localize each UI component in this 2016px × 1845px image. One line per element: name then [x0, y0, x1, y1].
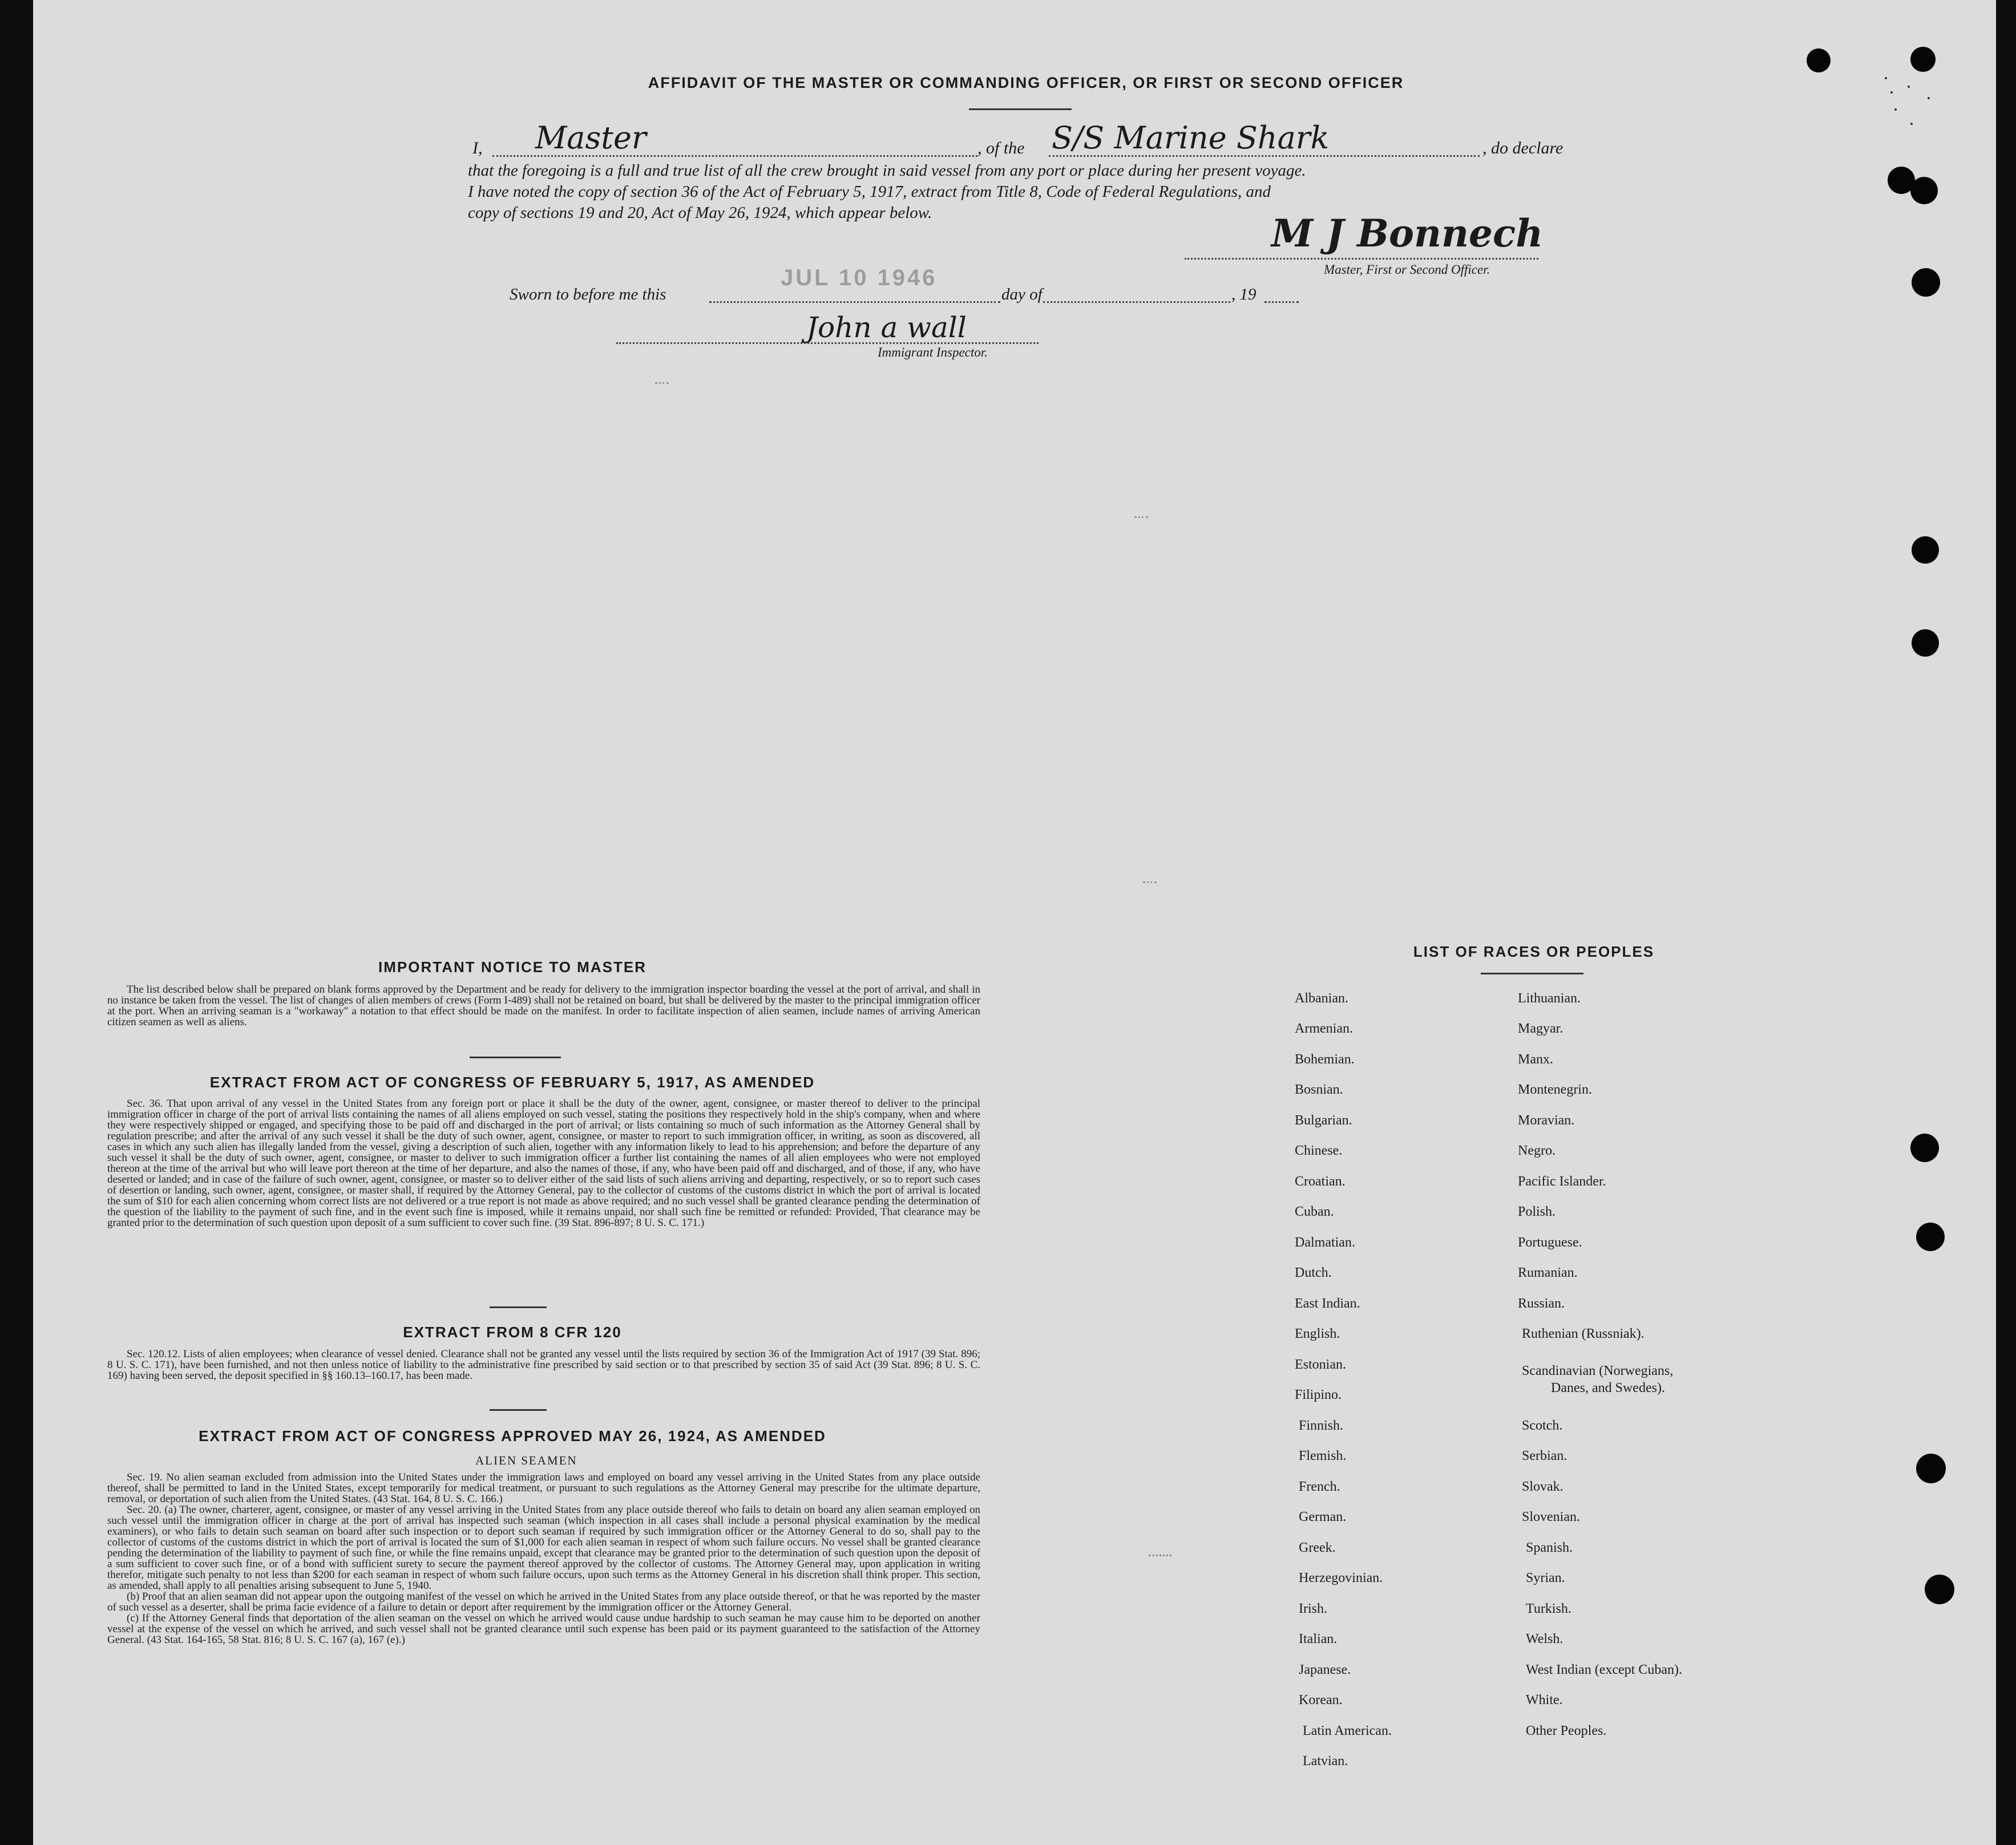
race-item: Bulgarian.: [1295, 1113, 1352, 1128]
bleed-mark: [1134, 516, 1148, 518]
sec-19-paragraph: Sec. 19. No alien seaman excluded from admission into the United States under the immigration laws and employed on board any vessel arriving in the United States from any place outside thereof, shall be permitted to land in the United States, except temporarily for medical treatment, or pursuant to such regulations as the Attorney General may prescribe for the ultimate departure, removal, or deportation of such alien from the United States. (43 Stat. 164, 8 U. S. C. 166.): [107, 1471, 980, 1505]
race-item: German.: [1299, 1510, 1347, 1524]
race-item: Korean.: [1299, 1693, 1343, 1708]
race-item: Moravian.: [1518, 1113, 1575, 1128]
race-item: Scotch.: [1522, 1418, 1563, 1433]
race-item: Japanese.: [1299, 1662, 1351, 1677]
race-item: Slovenian.: [1522, 1510, 1580, 1524]
race-item: Irish.: [1299, 1601, 1327, 1616]
race-item: Dalmatian.: [1295, 1235, 1355, 1250]
document-page: [33, 0, 1996, 1845]
punch-hole: [1916, 1454, 1946, 1483]
punch-hole: [1916, 1223, 1945, 1251]
signature-line: [1185, 258, 1538, 260]
race-item: Finnish.: [1299, 1418, 1344, 1433]
extract-1917-title: EXTRACT FROM ACT OF CONGRESS OF FEBRUARY 5, 1917, AS AMENDED: [209, 1074, 815, 1091]
race-item: Lithuanian.: [1518, 991, 1581, 1006]
race-item: Syrian.: [1526, 1571, 1565, 1585]
punch-hole: [1807, 48, 1831, 72]
speck: [1928, 97, 1930, 99]
race-item: Armenian.: [1295, 1021, 1353, 1036]
of-the-label: , of the: [977, 139, 1025, 157]
extract-1924-title: EXTRACT FROM ACT OF CONGRESS APPROVED MAY 26, 1924, AS AMENDED: [199, 1427, 826, 1445]
day-of-label: day of: [1001, 285, 1043, 304]
affidavit-line-2: that the foregoing is a full and true list of all the crew brought in said vessel from any port or place during her present voyage.: [468, 161, 1306, 180]
signature-caption: Master, First or Second Officer.: [1324, 262, 1490, 277]
races-title: LIST OF RACES OR PEOPLES: [1413, 943, 1655, 960]
vessel-name-handwritten: S/S Marine Shark: [1052, 120, 1330, 156]
race-item: Danes, and Swedes).: [1551, 1381, 1665, 1395]
race-item: Filipino.: [1295, 1387, 1342, 1402]
speck: [1908, 86, 1910, 88]
extract-8cfr-title: EXTRACT FROM 8 CFR 120: [403, 1324, 622, 1341]
race-item: Scandinavian (Norwegians,: [1522, 1363, 1674, 1378]
notice-paragraph: The list described below shall be prepared on blank forms approved by the Department and be ready for delivery to the immigration inspector boarding the vessel at the port of arrival, and shall in no instance be taken from the vessel. The list of changes of alien members of crews (Form I-489) shall not be retained on board, but shall be delivered by the master to the principal immigration officer at the port. When an arriving seaman is a "workaway" a notation to that effect should be made on the manifest. In order to facilitate inspection of alien seamen, include names of arriving American citizen seamen as well as aliens.: [107, 984, 980, 1028]
sec-20b-paragraph: (b) Proof that an alien seaman did not appear upon the outgoing manifest of the vessel on which he arrived in the United States from any place outside thereof, or that he was reported by the master of such vessel as a deserter, shall be prima facie evidence of a failure to detain or deport after requirement by the immigration officer or the Attorney General.: [107, 1591, 980, 1613]
race-item: East Indian.: [1295, 1296, 1360, 1311]
race-item: Pacific Islander.: [1518, 1174, 1606, 1189]
notice-text: [107, 984, 980, 1027]
speck: [1894, 108, 1897, 111]
race-item: Portuguese.: [1518, 1235, 1582, 1250]
scan-left-border: [0, 0, 33, 1845]
race-item: Chinese.: [1295, 1143, 1343, 1158]
affidavit-line-4: copy of sections 19 and 20, Act of May 26, 1924, which appear below.: [468, 204, 932, 222]
extract-8cfr-text: [107, 1349, 980, 1381]
affidavit-line-3: I have noted the copy of section 36 of the Act of February 5, 1917, extract from Title 8, Code of Federal Regulations, and: [468, 183, 1271, 201]
title-underline: [969, 108, 1072, 110]
race-item: Herzegovinian.: [1299, 1571, 1383, 1585]
race-item: Greek.: [1299, 1540, 1336, 1555]
race-item: Latin American.: [1303, 1723, 1392, 1738]
race-item: Serbian.: [1522, 1449, 1567, 1463]
bleed-mark: [655, 382, 669, 384]
inspector-signature: John a wall: [806, 311, 967, 344]
race-item: Turkish.: [1526, 1601, 1571, 1616]
extract-1917-text: [107, 1098, 980, 1228]
year-label: , 19: [1231, 285, 1257, 304]
sworn-day-line: [709, 301, 1000, 303]
bleed-mark: [1149, 1555, 1171, 1556]
race-item: Negro.: [1518, 1143, 1556, 1158]
speck: [1910, 123, 1913, 125]
scan-right-border: [1996, 0, 2016, 1845]
extract-1917-paragraph: Sec. 36. That upon arrival of any vessel in the United States from any foreign port or place it shall be the duty of the owner, agent, consignee, or master thereof to deliver to the principal immigration officer in charge of the port of arrival lists containing the names of all aliens employed on such vessel, stating the positions they respectively hold in the ship's company, when and where they were respectively shipped or engaged, and specifying those to be paid off and discharged in the port of arrival; or lists containing so much of such information as the Attorney General shall by regulation prescribe; and after the arrival of any such vessel it shall be the duty of such owner, agent, consignee, or master to report to such immigration officer, in writing, as soon as discovered, all cases in which any such alien has illegally landed from the vessel, giving a description of such alien, together with any information likely to lead to his apprehension; and before the departure of any such vessel it shall be the duty of such owner, agent, consignee, or master to deliver to such immigration officer a further list containing the names of all alien employees who were not employed thereon at the time of the arrival but who will leave port thereon at the time of her departure, and also the names of those, if any, who have been paid off and discharged, and of those, if any, who have deserted or landed; and in case of the failure of such owner, agent, consignee, or master so to deliver either of the said lists of such aliens arriving and departing, respectively, or so to report such cases of desertion or landing, such owner, agent, consignee, or master shall, if required by the Attorney General, pay to the collector of customs of the customs district in which the port of arrival is located the sum of $10 for each alien concerning whom correct lists are not delivered or a true report is not made as above required; and no such vessel shall be granted clearance pending the determination of the question of the liability to the payment of such fine, and in the event such fine is imposed, while it remains unpaid, nor shall such fine be remitted or refunded: Provided, That clearance may be granted prior to the determination of such question upon deposit of a sum sufficient to cover such fine. (39 Stat. 896-897; 8 U. S. C. 171.): [107, 1098, 980, 1229]
speck: [1885, 77, 1887, 79]
race-item: Bosnian.: [1295, 1082, 1343, 1097]
extract-8cfr-paragraph: Sec. 120.12. Lists of alien employees; when clearance of vessel denied. Clearance shall not be granted any vessel until the lists required by section 36 of the Immigration Act of 1917 (39 Stat. 896; 8 U. S. C. 171), have been furnished, and not then unless notice of liability to the administrative fine prescribed by said section or to that prescribed by section 35 of said Act (39 Stat. 896; 8 U. S. C. 169) having been served, the deposit specified in §§ 160.13–160.17, has been made.: [107, 1348, 980, 1382]
race-item: White.: [1526, 1693, 1563, 1708]
race-item: Welsh.: [1526, 1632, 1563, 1646]
sworn-label: Sworn to before me this: [510, 285, 666, 304]
race-item: Latvian.: [1303, 1754, 1348, 1769]
extract-1917-rule: [490, 1306, 547, 1308]
i-label: I,: [472, 139, 483, 157]
race-item: Flemish.: [1299, 1449, 1347, 1463]
sec-20c-paragraph: (c) If the Attorney General finds that deportation of the alien seaman on the vessel on which he arrived would cause undue hardship to such seaman he may cause him to be deported on another vessel at the expense of the vessel on which he arrived, and such vessel shall not be granted clearance until such expense has been paid or its payment guaranteed to the satisfaction of the Attorney General. (43 Stat. 164-165, 58 Stat. 816; 8 U. S. C. 167 (a), 167 (e).): [107, 1612, 980, 1646]
race-item: French.: [1299, 1479, 1340, 1494]
race-item: Manx.: [1518, 1052, 1553, 1067]
extract-8cfr-rule: [490, 1409, 547, 1411]
race-item: Montenegrin.: [1518, 1082, 1592, 1097]
punch-hole: [1912, 629, 1939, 657]
race-item: Albanian.: [1295, 991, 1348, 1006]
race-item: Dutch.: [1295, 1265, 1332, 1280]
sworn-month-line: [1043, 301, 1230, 303]
master-signature: M J Bonnech: [1271, 211, 1544, 256]
race-item: Spanish.: [1526, 1540, 1573, 1555]
sec-20a-paragraph: Sec. 20. (a) The owner, charterer, agent, consignee, or master of any vessel arriving in the United States from any place outside thereof who fails to detain on board any alien seaman employed on such vessel until the immigration officer in charge at the port of arrival has inspected such seaman (which inspection in all cases shall include a personal physical examination by the medical examiners), or who fails to detain such seaman on board after such inspection or to deport such seaman if required by such immigration officer or the Attorney General to do so, shall pay to the collector of customs of the customs district in which the port of arrival is located the sum of $1,000 for each alien seaman in respect of whom such failure occurs. No vessel shall be granted clearance pending the determination of the liability to payment of such fine, or while the fine remains unpaid, except that clearance may be granted prior to the determination of such question upon the deposit of a sum sufficient to cover such fine, or of a bond with sufficient surety to secure the payment thereof approved by the collector of customs. The Attorney General may, upon application in writing therefor, mitigate such penalty to not less than $200 for each seaman in respect of whom such failure occurs, upon such terms as the Attorney General in his discretion shall think proper. This section, as amended, shall apply to all penalties arising subsequent to June 5, 1940.: [107, 1504, 980, 1592]
race-item: Bohemian.: [1295, 1052, 1355, 1067]
race-item: Rumanian.: [1518, 1265, 1578, 1280]
punch-hole: [1910, 1134, 1939, 1162]
race-item: Russian.: [1518, 1296, 1565, 1311]
race-item: West Indian (except Cuban).: [1526, 1662, 1682, 1677]
inspector-caption: Immigrant Inspector.: [878, 345, 988, 359]
sworn-year-line: [1264, 301, 1299, 303]
punch-hole: [1910, 47, 1936, 72]
master-handwritten: Master: [535, 120, 647, 156]
race-item: Estonian.: [1295, 1357, 1346, 1372]
race-item: Croatian.: [1295, 1174, 1346, 1189]
race-item: Polish.: [1518, 1204, 1556, 1219]
race-item: Italian.: [1299, 1632, 1338, 1646]
notice-title: IMPORTANT NOTICE TO MASTER: [378, 958, 647, 976]
races-rule: [1481, 973, 1583, 974]
race-item: Cuban.: [1295, 1204, 1334, 1219]
punch-hole: [1912, 268, 1940, 297]
race-item: Magyar.: [1518, 1021, 1563, 1036]
affidavit-title: AFFIDAVIT OF THE MASTER OR COMMANDING OFFICER, OR FIRST OR SECOND OFFICER: [648, 74, 1404, 91]
speck: [1890, 91, 1893, 94]
punch-hole: [1910, 177, 1938, 204]
notice-rule: [470, 1057, 561, 1058]
punch-hole: [1912, 536, 1939, 564]
date-stamp: JUL 10 1946: [781, 265, 938, 290]
alien-seamen-subtitle: ALIEN SEAMEN: [475, 1454, 577, 1467]
race-item: English.: [1295, 1326, 1340, 1341]
do-declare-label: , do declare: [1482, 139, 1563, 157]
extract-1924-text: [107, 1472, 980, 1645]
inspector-line: [616, 342, 1039, 344]
race-item: Slovak.: [1522, 1479, 1563, 1494]
punch-hole: [1925, 1575, 1954, 1604]
race-item: Ruthenian (Russniak).: [1522, 1326, 1645, 1341]
race-item: Other Peoples.: [1526, 1723, 1607, 1738]
bleed-mark: [1143, 881, 1157, 883]
